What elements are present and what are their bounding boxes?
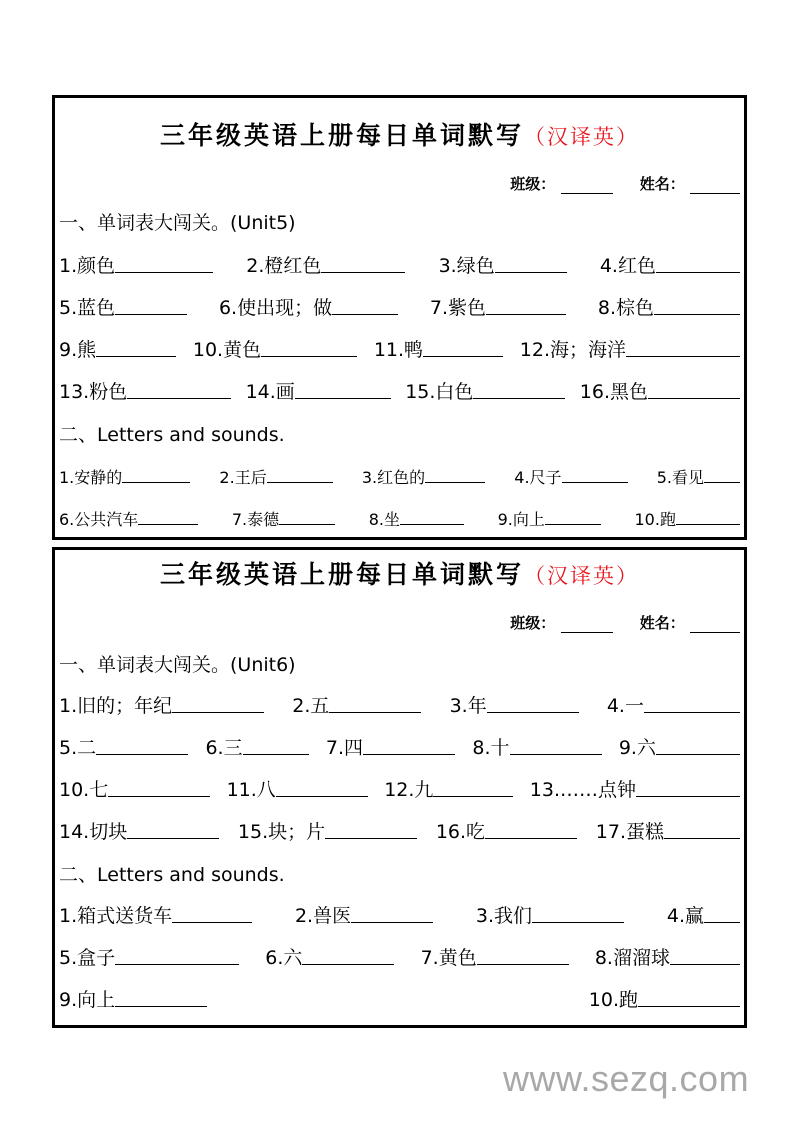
blank-row [59,982,740,1012]
vocab-item [635,507,740,530]
answer-blank[interactable] [664,836,740,839]
answer-blank[interactable] [562,480,628,483]
answer-blank[interactable] [115,962,239,965]
title-text: 三年级英语上册每日单词默写 [159,560,524,589]
answer-blank[interactable] [654,312,740,315]
answer-blank[interactable] [626,354,740,357]
vocab-prompt: 3.年 [449,695,487,717]
blank-row [59,500,740,530]
blank-row [59,772,740,802]
answer-blank[interactable] [172,920,252,923]
blank-row [59,898,740,928]
vocab-prompt: 5.盒子 [59,947,116,969]
answer-blank[interactable] [138,522,198,525]
answer-blank[interactable] [433,794,513,797]
vocab-item [450,691,579,718]
class-field[interactable] [561,617,613,633]
vocab-item [374,335,503,362]
vocab-prompt: 6.公共汽车 [59,510,139,529]
answer-blank[interactable] [267,480,333,483]
vocab-item [232,507,335,530]
title-text: 三年级英语上册每日单词默写 [159,121,524,150]
vocab-prompt: 4.赢 [666,905,704,927]
vocab-item [607,691,740,718]
vocab-prompt: 8.溜溜球 [594,947,670,969]
name-label: 姓名： [639,614,685,632]
vocab-item [514,465,627,488]
answer-blank[interactable] [656,752,740,755]
vocab-prompt: 2.王后 [219,468,267,487]
vocab-item [238,817,417,844]
vocab-item [589,985,740,1012]
vocab-prompt: 10.黄色 [192,339,262,361]
vocab-item [657,465,740,488]
vocab-item [227,775,368,802]
vocab-item [59,775,210,802]
answer-blank[interactable] [638,1004,740,1007]
name-field[interactable] [690,617,740,633]
vocab-item [292,691,421,718]
answer-blank[interactable] [108,794,210,797]
section2-heading: 二、Letters and sounds. [59,864,285,886]
vocab-prompt: 1.旧的；年纪 [59,695,173,717]
vocab-item [430,293,566,320]
vocab-item [59,293,187,320]
vocab-item [59,335,176,362]
vocab-item [59,507,198,530]
vocab-prompt: 4.红色 [599,255,656,277]
vocab-item [265,943,394,970]
vocab-prompt: 16.黑色 [579,381,648,403]
vocab-prompt: 5.二 [59,737,97,759]
blank-row [59,248,740,278]
vocab-item [59,985,207,1012]
vocab-prompt: 9.向上 [497,510,545,529]
section1-heading: 一、单词表大闯关。(Unit5) [59,212,296,234]
answer-blank[interactable] [473,396,565,399]
answer-blank[interactable] [486,312,566,315]
blank-row [59,730,740,760]
blank-row [59,940,740,970]
vocab-prompt: 13.粉色 [59,381,128,403]
blank-row [59,332,740,362]
answer-blank[interactable] [325,836,417,839]
vocab-prompt: 11.八 [226,779,276,801]
answer-blank[interactable] [400,522,464,525]
blank-row [59,688,740,718]
vocab-prompt: 8.坐 [368,510,401,529]
blank-row [59,814,740,844]
vocab-item [59,733,188,760]
vocab-prompt: 1.安静的 [59,468,123,487]
blank-row [59,458,740,488]
answer-blank[interactable] [636,794,740,797]
answer-blank[interactable] [363,752,455,755]
vocab-item [59,465,190,488]
answer-blank[interactable] [704,480,740,483]
vocab-prompt: 7.黄色 [420,947,477,969]
answer-blank[interactable] [127,836,219,839]
vocab-prompt: 7.四 [325,737,364,759]
vocab-prompt: 10.跑 [634,510,676,529]
name-field[interactable] [690,178,740,194]
vocab-item [600,251,740,278]
blank-row [59,374,740,404]
answer-blank[interactable] [96,752,188,755]
answer-blank[interactable] [115,1004,207,1007]
vocab-item [439,251,567,278]
answer-blank[interactable] [332,312,398,315]
title-suffix: （汉译英） [524,125,639,149]
answer-blank[interactable] [115,312,187,315]
vocab-prompt: 10.七 [59,779,109,801]
vocab-item [580,377,740,404]
worksheet-unit5 [52,95,747,540]
answer-blank[interactable] [115,270,213,273]
name-label: 姓名： [639,175,685,193]
answer-blank[interactable] [656,270,740,273]
vocab-prompt: 14.画 [245,381,295,403]
vocab-item [498,507,601,530]
vocab-item [59,901,252,928]
watermark: www.sezq.com [503,1058,750,1099]
answer-blank[interactable] [510,752,602,755]
section1-heading: 一、单词表大闯关。(Unit6) [59,654,296,676]
vocab-item [476,901,624,928]
answer-blank[interactable] [670,962,740,965]
answer-blank[interactable] [279,522,335,525]
class-field[interactable] [561,178,613,194]
worksheet-unit6 [52,547,747,1028]
answer-blank[interactable] [487,710,579,713]
answer-blank[interactable] [261,354,357,357]
vocab-item [472,733,601,760]
answer-blank[interactable] [96,354,176,357]
answer-blank[interactable] [321,270,405,273]
answer-blank[interactable] [172,710,264,713]
vocab-prompt: 16.吃 [435,821,486,843]
answer-blank[interactable] [648,396,740,399]
answer-blank[interactable] [122,480,190,483]
vocab-item [421,943,569,970]
vocab-item [205,733,308,760]
answer-blank[interactable] [477,962,569,965]
vocab-prompt: 2.橙红色 [246,255,322,277]
vocab-prompt: 15.白色 [405,381,474,403]
vocab-prompt: 12.九 [384,779,434,801]
vocab-prompt: 8.棕色 [597,297,654,319]
vocab-prompt: 6.六 [265,947,303,969]
answer-blank[interactable] [425,480,485,483]
vocab-prompt: 17.蛋糕 [595,821,664,843]
vocab-prompt: 15.块；片 [237,821,326,843]
vocab-prompt: 7.泰德 [231,510,280,529]
answer-blank[interactable] [532,920,624,923]
answer-blank[interactable] [704,920,740,923]
worksheet-title [55,116,744,152]
student-info [510,612,740,633]
answer-blank[interactable] [485,836,577,839]
vocab-item [362,465,485,488]
answer-blank[interactable] [644,710,740,713]
vocab-prompt: 4.尺子 [514,468,562,487]
answer-blank[interactable] [127,396,231,399]
vocab-item [405,377,565,404]
vocab-item [246,251,405,278]
vocab-item [59,251,213,278]
answer-blank[interactable] [243,752,309,755]
vocab-prompt: 11.鸭 [373,339,424,361]
answer-blank[interactable] [276,794,368,797]
vocab-prompt: 9.六 [618,737,656,759]
vocab-item [246,377,391,404]
vocab-item [598,293,740,320]
vocab-item [530,775,740,802]
vocab-item [595,943,740,970]
vocab-prompt: 1.箱式送货车 [59,905,173,927]
vocab-item [369,507,464,530]
answer-blank[interactable] [302,962,394,965]
vocab-item [619,733,740,760]
answer-blank[interactable] [329,710,421,713]
vocab-item [59,817,219,844]
vocab-item [59,691,264,718]
vocab-item [219,465,332,488]
vocab-prompt: 7.紫色 [429,297,487,319]
vocab-prompt: 12.海；海洋 [519,339,626,361]
vocab-prompt: 14.切块 [59,821,128,843]
vocab-prompt: 5.看见 [656,468,704,487]
blank-row [59,290,740,320]
vocab-item [326,733,455,760]
vocab-item [520,335,740,362]
title-suffix: （汉译英） [524,564,639,588]
vocab-prompt: 10.跑 [588,989,638,1011]
vocab-prompt: 3.绿色 [438,255,495,277]
vocab-item [219,293,398,320]
answer-blank[interactable] [423,354,503,357]
vocab-prompt: 2.五 [292,695,330,717]
vocab-prompt: 5.蓝色 [59,297,116,319]
vocab-prompt: 2.兽医 [294,905,352,927]
answer-blank[interactable] [545,522,601,525]
vocab-prompt: 3.我们 [475,905,533,927]
answer-blank[interactable] [676,522,740,525]
vocab-prompt: 9.向上 [59,989,116,1011]
vocab-item [436,817,577,844]
answer-blank[interactable] [351,920,433,923]
vocab-item [667,901,740,928]
vocab-item [193,335,357,362]
section2-heading: 二、Letters and sounds. [59,424,285,446]
answer-blank[interactable] [495,270,567,273]
vocab-prompt: 8.十 [472,737,510,759]
vocab-prompt: 1.颜色 [59,255,116,277]
student-info [510,173,740,194]
vocab-item [295,901,433,928]
vocab-prompt: 6.使出现；做 [218,297,333,319]
vocab-prompt: 13.……点钟 [529,779,636,801]
class-label: 班级： [510,175,556,193]
vocab-prompt: 3.红色的 [361,468,426,487]
vocab-item [59,943,239,970]
worksheet-title [55,555,744,591]
vocab-prompt: 6.三 [205,737,243,759]
answer-blank[interactable] [295,396,391,399]
vocab-item [384,775,513,802]
vocab-prompt: 9.熊 [59,339,97,361]
vocab-item [59,377,231,404]
class-label: 班级： [510,614,556,632]
vocab-prompt: 4.一 [606,695,644,717]
vocab-item [596,817,740,844]
